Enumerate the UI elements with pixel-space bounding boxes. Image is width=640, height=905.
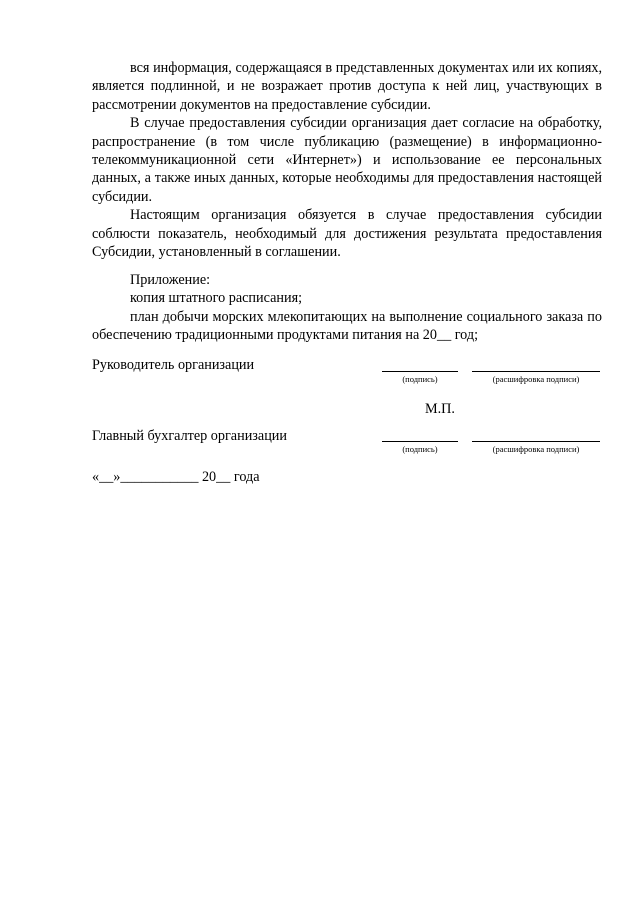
stamp-placeholder: М.П. xyxy=(425,401,455,417)
appendix-section xyxy=(92,271,602,345)
accountant-transcript-line xyxy=(472,441,600,442)
head-transcript-caption: (расшифровка подписи) xyxy=(492,374,580,384)
head-signature-label: Руководитель организации xyxy=(92,357,255,373)
paragraph-personal-data: В случае предоставления субсидии организация дает согласие на обработку, распространение (в том числе публикацию (размещение) в информационно-телекоммуникационной сети «Интернет») и использование ее персональных данных, а также иных данных, которые необходимы для предоставления настоящей субсидии. xyxy=(92,115,602,205)
appendix-label: Приложение: xyxy=(130,272,211,288)
paragraph-obligation: Настоящим организация обязуется в случае предоставления субсидии соблюсти показатель, необходимый для достижения результата предоставления Субсидии, установленный в соглашении. xyxy=(92,207,602,261)
appendix-item: план добычи морских млекопитающих на выполнение социального заказа по обеспечению традиционными продуктами питания на 20__ год; xyxy=(92,308,602,344)
accountant-transcript-caption: (расшифровка подписи) xyxy=(492,444,580,454)
head-signature-caption: (подпись) xyxy=(402,374,438,384)
head-signature-line xyxy=(382,371,458,372)
appendix-item: копия штатного расписания; xyxy=(130,290,303,307)
accountant-signature-line xyxy=(382,441,458,442)
accountant-signature-label: Главный бухгалтер организации xyxy=(92,428,287,444)
date-line: «__»___________ 20__ года xyxy=(92,469,260,485)
head-transcript-line xyxy=(472,371,600,372)
accountant-signature-caption: (подпись) xyxy=(402,444,438,454)
body-text xyxy=(92,59,602,261)
paragraph-consent-info: вся информация, содержащаяся в представленных документах или их копиях, является подлинной, и не возражает против доступа к ней лиц, участвующих в рассмотрении документов на предоставление субсидии. xyxy=(92,60,602,113)
